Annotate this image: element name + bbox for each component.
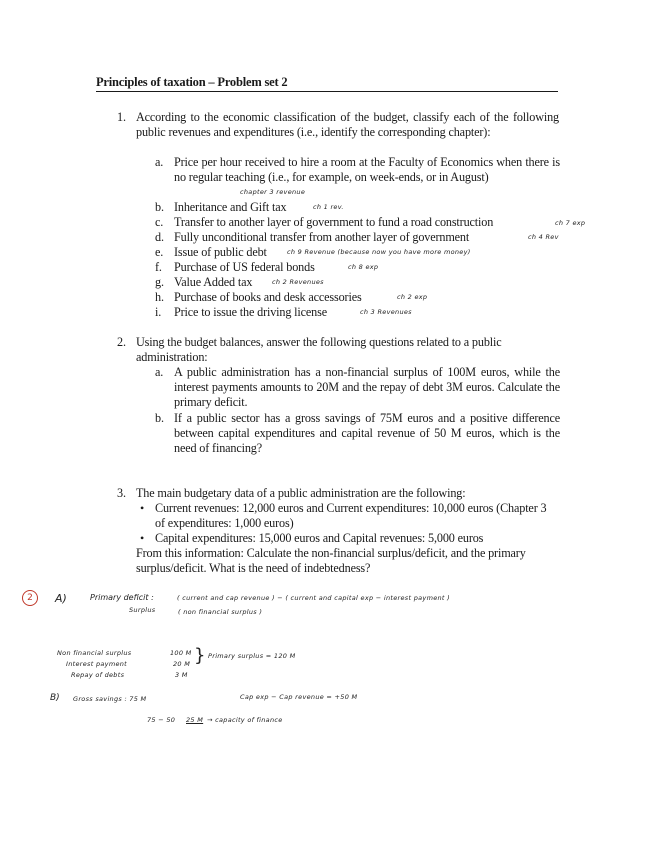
handwritten-note: ch 3 Revenues xyxy=(360,308,412,316)
handwritten-note: ch 7 exp xyxy=(555,219,586,227)
item-text: Inheritance and Gift tax xyxy=(174,200,287,214)
q3-bullet: Capital expenditures: 15,000 euros and Capital revenues: 5,000 euros xyxy=(155,531,484,545)
bullet-dot: • xyxy=(140,531,145,545)
cap-diff: Cap exp − Cap revenue = +50 M xyxy=(240,693,358,701)
brace: } xyxy=(194,645,206,666)
capacity-note: → capacity of finance xyxy=(207,716,283,724)
item-text: Transfer to another layer of government to fund a road construction xyxy=(174,215,494,229)
primary-deficit-label: Primary deficit : xyxy=(90,593,154,602)
q3-number: 3. xyxy=(117,486,126,500)
nfs-label: Non financial surplus xyxy=(57,649,132,657)
q1-number: 1. xyxy=(117,110,126,124)
part-b-label: B) xyxy=(50,693,60,703)
handwritten-note: ch 4 Rev xyxy=(528,233,559,241)
item-label: c. xyxy=(155,215,164,229)
circled-number xyxy=(22,590,38,606)
item-label: a. xyxy=(155,365,164,379)
surplus-label: Surplus xyxy=(129,606,156,614)
handwritten-note: chapter 3 revenue xyxy=(240,188,306,196)
item-text: Value Added tax xyxy=(174,275,253,289)
item-label: d. xyxy=(155,230,164,244)
q1-text: According to the economic classification of the budget, classify each of the following public revenues and expenditures (i.e., identify the corresponding chapter): xyxy=(136,110,559,139)
repay-label: Repay of debts xyxy=(71,671,125,679)
q3-bullet: Current revenues: 12,000 euros and Current expenditures: 10,000 euros (Chapter 3 of expenditures: 1,000 euros) xyxy=(155,501,547,530)
item-text: Fully unconditional transfer from another layer of government xyxy=(174,230,470,244)
item-text: Issue of public debt xyxy=(174,245,267,259)
item-text: A public administration has a non-financial surplus of 100M euros, while the interest payments amounts to 20M and the repay of debt 3M euros. Calculate the primary deficit. xyxy=(174,365,560,409)
q3-text: The main budgetary data of a public administration are the following: xyxy=(136,486,466,500)
item-label: f. xyxy=(155,260,162,274)
handwritten-note: ch 2 Revenues xyxy=(272,278,324,286)
formula-line-2: ( non financial surplus ) xyxy=(178,608,263,616)
q2-number: 2. xyxy=(117,335,126,349)
item-label: e. xyxy=(155,245,164,259)
item-text: If a public sector has a gross savings of 75M euros and a positive difference between capital expenditures and capital revenue of 50 M euros, which is the need of financing? xyxy=(174,411,560,455)
item-text: Purchase of US federal bonds xyxy=(174,260,315,274)
handwritten-note: ch 1 rev. xyxy=(313,203,344,211)
interest-label: Interest payment xyxy=(66,660,128,668)
item-label: a. xyxy=(155,155,164,169)
repay-value: 3 M xyxy=(175,671,188,679)
primary-result: Primary surplus = 120 M xyxy=(208,652,296,660)
interest-value: 20 M xyxy=(173,660,191,668)
item-label: g. xyxy=(155,275,164,289)
item-text: Price per hour received to hire a room at the Faculty of Economics when there is no regular teaching (i.e., for example, on week-ends, or in August) xyxy=(174,155,560,184)
nfs-value: 100 M xyxy=(170,649,192,657)
item-text: Price to issue the driving license xyxy=(174,305,327,319)
q2-text: Using the budget balances, answer the following questions related to a public administration: xyxy=(136,335,502,364)
item-label: b. xyxy=(155,200,164,214)
q3-closing: From this information: Calculate the non-financial surplus/deficit, and the primary surplus/deficit. What is the need of indebtedness? xyxy=(136,546,526,575)
item-label: h. xyxy=(155,290,164,304)
item-label: b. xyxy=(155,411,164,425)
handwritten-note: ch 9 Revenue (because now you have more money) xyxy=(287,248,471,256)
item-label: i. xyxy=(155,305,162,319)
formula-line-1: ( current and cap revenue ) − ( current and capital exp − interest payment ) xyxy=(177,594,450,602)
circled-number-text: 2 xyxy=(27,593,33,603)
calc-result: 25 M xyxy=(186,716,204,724)
bullet-dot: • xyxy=(140,501,145,515)
handwritten-note: ch 8 exp xyxy=(348,263,379,271)
part-a-label: A) xyxy=(55,592,67,605)
q2-item-a xyxy=(0,365,655,410)
calc: 75 − 50 xyxy=(147,716,176,724)
item-text: Purchase of books and desk accessories xyxy=(174,290,362,304)
q2-item-b xyxy=(0,411,655,456)
handwritten-note: ch 2 exp xyxy=(397,293,428,301)
q1-item-a xyxy=(0,155,655,200)
gross-savings: Gross savings : 75 M xyxy=(73,695,147,703)
page-title: Principles of taxation – Problem set 2 xyxy=(96,75,558,92)
